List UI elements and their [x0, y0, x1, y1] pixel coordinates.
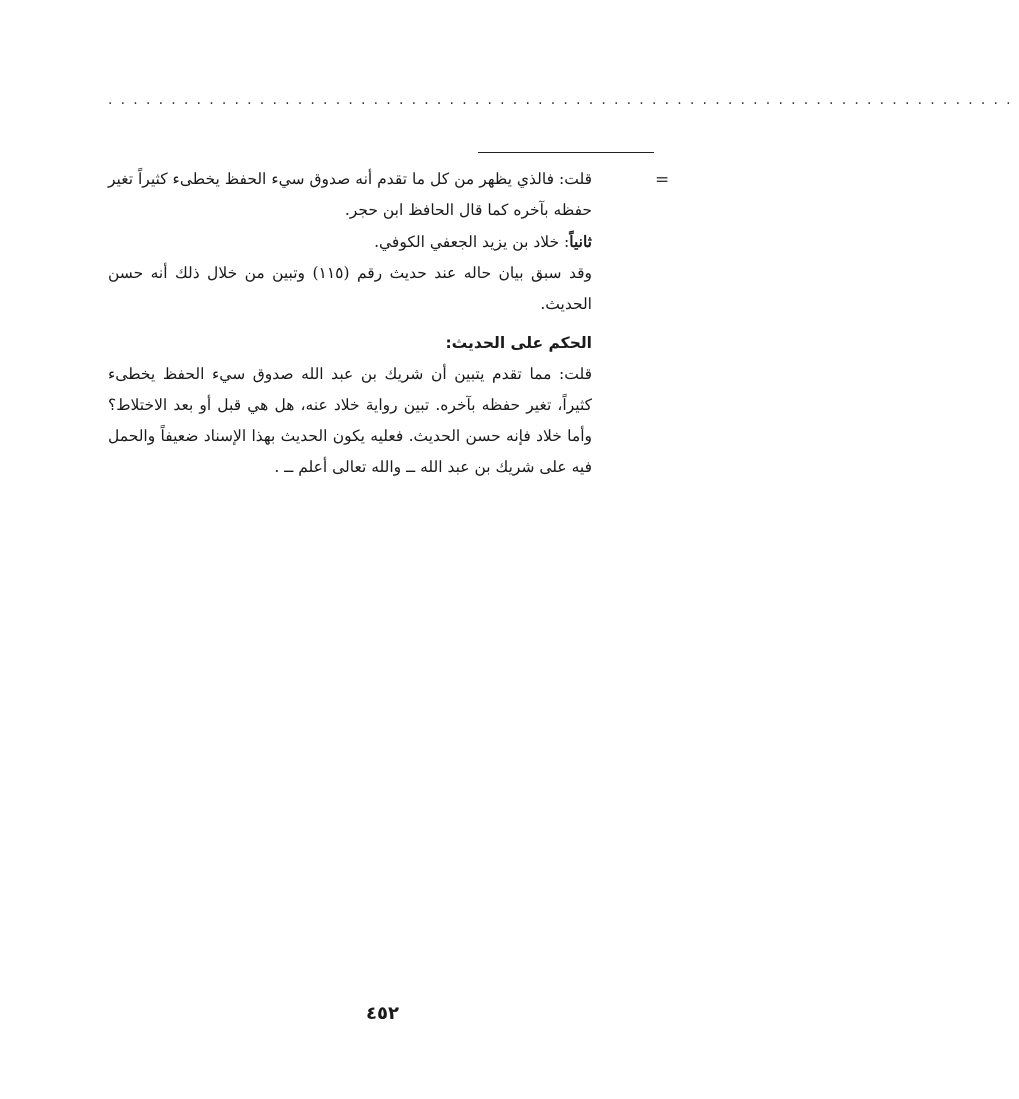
- footnote-body: [108, 164, 592, 483]
- footnote-continuation-mark: =: [655, 170, 670, 190]
- paragraph-reference: وقد سبق بيان حاله عند حديث رقم (١١٥) وتبين من خلال ذلك أنه حسن الحديث.: [108, 264, 592, 313]
- footnote-rule: [478, 152, 654, 153]
- paragraph-second-narrator: [108, 226, 592, 258]
- second-narrator-text: : خلاد بن يزيد الجعفي الكوفي.: [374, 233, 570, 251]
- second-label: ثانياً: [569, 232, 592, 251]
- separator-dots: ........................................................................: [108, 92, 1019, 108]
- section-heading: الحكم على الحديث:: [445, 334, 592, 352]
- paragraph-conclusion: قلت: فالذي يظهر من كل ما تقدم أنه صدوق سيء الحفظ يخطىء كثيراً تغير حفظه بآخره كما قال الحافظ ابن حجر.: [108, 170, 592, 219]
- page-number: ٤٥٢: [366, 1003, 399, 1024]
- paragraph-ruling: قلت: مما تقدم يتبين أن شريك بن عبد الله صدوق سيء الحفظ يخطىء كثيراً، تغير حفظه بآخره. تبين رواية خلاد عنه، هل هي قبل أو بعد الاختلاط؟ وأما خلاد فإنه حسن الحديث. فعليه يكون الحديث بهذا الإسناد ضعيفاً والحمل فيه على شريك بن عبد الله ــ والله تعالى أعلم ــ .: [108, 365, 592, 476]
